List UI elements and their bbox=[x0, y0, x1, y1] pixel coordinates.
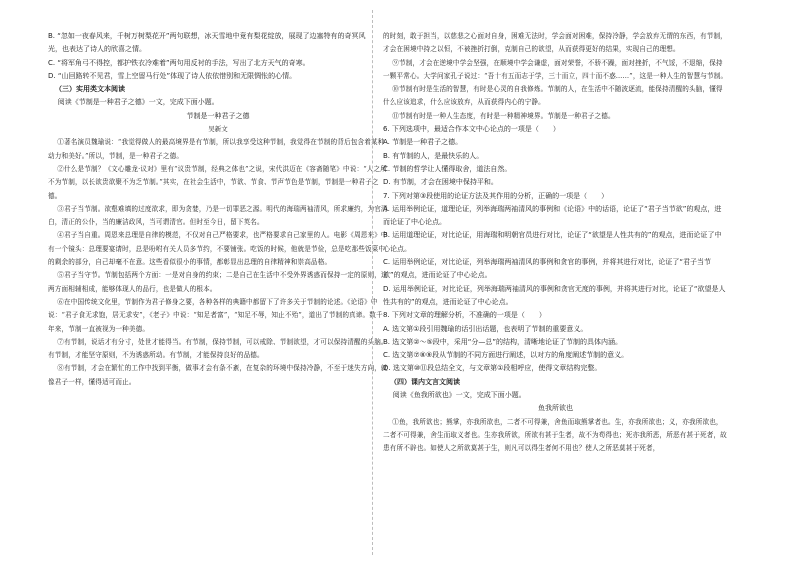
paragraph-5: ⑤君子当守节。节制包括两个方面：一是对自身的约束；二是自己在生活中不受外界诱惑而保持一定的原则，这两方面相辅相成，能够体现人的品行，也是做人的根本。 bbox=[48, 271, 388, 293]
question-7-option-b: B. 运用道理论证，对比论证，用海瑞和明朝官员进行对比，论证了“欲望是人性共有的”的观点，进而论证了中心论点。 bbox=[383, 231, 722, 253]
question-6-option-c: C. 节制的哲学让人懂得取舍，道法自然。 bbox=[383, 164, 512, 173]
question-6: 6. 下列选项中，最适合作本文中心论点的一项是（ ） bbox=[383, 125, 560, 134]
question-8: 8. 下列对文章的理解分析，不准确的一项是（ ） bbox=[383, 311, 546, 320]
article-title: 节制是一种君子之德 bbox=[186, 111, 250, 120]
question-7-option-c: C. 运用举例论证，对比论证，列举海瑞两袖清风的事例和贪官的事例，并将其进行对比，论证了“君子当节欲”的观点，进而论证了中心论点。 bbox=[383, 258, 711, 280]
section-heading-4: （四）课内文言文阅读 bbox=[390, 377, 460, 386]
question-7: 7. 下列对第③段使用的论证方法及其作用的分析，正确的一项是（ ） bbox=[383, 191, 609, 200]
left-column bbox=[48, 30, 388, 389]
right-column bbox=[383, 30, 728, 456]
paragraph-2: ②什么是节制？《文心雕龙·议对》里有“议贵节制，经典之体也”之说，宋代洪迈在《容斋随笔》中说：“人之所不为节制，以长欲贵欲聚不为乏节制。”其实，在社会生活中，节欲、节食、节声节色是节制，节制是一种君子之德。 bbox=[48, 164, 387, 200]
paragraph-1: ①著名演员魏瑜说：“我觉得做人的最高境界是有节制，所以我享受这种节制，我觉得在节制的背后包含着某种动力和美好。”所以，节制，是一种君子之德。 bbox=[48, 138, 385, 160]
option-d: D. “山回路转不见君，雪上空留马行处”体现了诗人依依惜别和无限惆怅的心情。 bbox=[48, 71, 297, 80]
option-b-cont: 光，也表达了诗人的欣喜之情。 bbox=[48, 45, 146, 54]
instruction-3: 阅读《节制是一种君子之德》一文，完成下面小题。 bbox=[57, 98, 219, 107]
question-7-option-a: A. 运用举例论证，道理论证，列举海瑞两袖清风的事例和《论语》中的话语，论证了“君子当节欲”的观点，进而论证了中心论点。 bbox=[383, 204, 722, 227]
paragraph-10: ⑩节制有时是生活的智慧，有时是心灵的自我修炼。节制的人，在生活中不随波逐流，能保持清醒的头脑，懂得什么应该追求，什么应该放弃，从而获得内心的宁静。 bbox=[383, 85, 723, 107]
article-author: 吴新文 bbox=[208, 125, 228, 134]
question-8-option-b: B. 选文第②～⑤段中，采用“分—总”的结构，清晰地论证了节制的具体内涵。 bbox=[383, 337, 623, 346]
question-6-option-b: B. 有节制的人，是最快乐的人。 bbox=[383, 151, 484, 160]
paragraph-7: ⑦有节制，说话才有分寸，处世才能得当。有节制，保持节制，可以戒除、节制欲望，才可以保持清醒的头脑。有节制，才能坚守原则，不为诱惑所动。有节制，才能保持良好的品德。 bbox=[48, 337, 388, 360]
paragraph-11: ⑪节制有时是一种人生态度，有时是一种精神境界。节制是一种君子之德。 bbox=[392, 111, 615, 120]
paragraph-3: ③君子当节制。欲壑难填的过度欲求，即为贪婪，乃是一切罪恶之源。明代的海瑞两袖清风，所求廉约，为官清白，清正的公仆，当的廉洁政风，当可谓清官。但时至今日，留下英名。 bbox=[48, 204, 388, 227]
question-6-option-d: D. 有节制，才会在困境中保持平和。 bbox=[383, 178, 498, 187]
question-8-option-c: C. 选文第⑦⑧⑨段从节制的不同方面进行阐述，以对方的角度阐述节制的意义。 bbox=[383, 351, 629, 360]
instruction-4: 阅读《鱼我所欲也》一文，完成下面小题。 bbox=[392, 391, 526, 400]
section-heading-3: （三）实用类文本阅读 bbox=[55, 85, 125, 94]
paragraph-9: ⑨节制，才会在逆境中学会坚强，在顺境中学会谦虚，面对荣誉，不骄不躁，面对挫折，不气馁，不退缩，保持一颗平常心。大学问家孔子说过：“吾十有五而志于学，三十而立，四十而不惑……”，这是一种人生的智慧与节制。 bbox=[383, 58, 728, 80]
classical-text: ①鱼，我所欲也；熊掌，亦我所欲也，二者不可得兼，舍鱼而取熊掌者也。生，亦我所欲也；义，亦我所欲也，二者不可得兼，舍生而取义者也。生亦我所欲，所欲有甚于生者，故不为苟得也；死亦我所恶，所恶有甚于死者，故患有所不辟也。如使人之所欲莫甚于生，则凡可以得生者何不用也？使人之所恶莫甚于死者， bbox=[383, 417, 727, 453]
continued-paragraph: 的时刻，敢于担当，以慈悲之心面对自身，困难无法时，学会面对困难，保持冷静，学会放弃无谓的东西，有节制，才会在困境中持之以恒，不被挫折打倒，克制自己的欲望，从而获得更好的结果，实现自己的理想。 bbox=[383, 32, 727, 54]
option-b: B. “忽如一夜春风来，千树万树梨花开”两句联想，冰天雪地中竟有梨花绽放，展现了边塞特有的奇冥风 bbox=[48, 32, 366, 40]
classical-text-title: 鱼我所欲也 bbox=[538, 404, 573, 413]
paragraph-8: ⑧有节制，才会在繁忙的工作中找到平衡，做事才会有条不紊，在复杂的环境中保持冷静，不至于迷失方向，就像君子一样，懂得适可而止。 bbox=[48, 364, 388, 386]
column-divider bbox=[372, 10, 373, 555]
question-6-option-a: A. 节制是一种君子之德。 bbox=[383, 138, 463, 147]
question-7-option-d: D. 运用举例论证，对比论证，列举海瑞两袖清风的事例和贪官无度的事例，并将其进行对比，论证了“欲望是人性共有的”的观点，进而论证了中心论点。 bbox=[383, 284, 726, 306]
paragraph-6: ⑥在中国传统文化里，节制作为君子修身之要，各种各样的典籍中都留下了许多关于节制的论述。《论语》中说：“君子食无求饱，居无求安”，《老子》中说：“知足者富”，“知足不辱，知止不殆”，道出了节制的真谛。数千年来，节制一直被视为一种美德。 bbox=[48, 297, 383, 333]
paragraph-4: ④君子当自重。周恩来总理是自律的模范，不仅对自己严格要求，也严格要求自己家里的人。电影《周恩来》中有一个镜头：总理要宴请时，总是吩咐有关人员多节约，不要铺张。吃饭的时候，他就是节俭，总是吃那些饭菜中的剩余的部分，自己却毫不在意。这些看似很小的事情，都彰显出总理的自律精神和崇高品格。 bbox=[48, 231, 388, 267]
question-8-option-d: D. 选文第⑩⑪段总结全文，与文章第①段相呼应，使得文章结构完整。 bbox=[383, 364, 602, 373]
question-8-option-a: A. 选文第①段引用魏瑜的话引出话题，也表明了节制的重要意义。 bbox=[383, 324, 588, 333]
option-c: C. “将军角弓不得控，都护铁衣冷难着”两句用反衬的手法，写出了北方天气的奇寒。 bbox=[48, 58, 310, 67]
